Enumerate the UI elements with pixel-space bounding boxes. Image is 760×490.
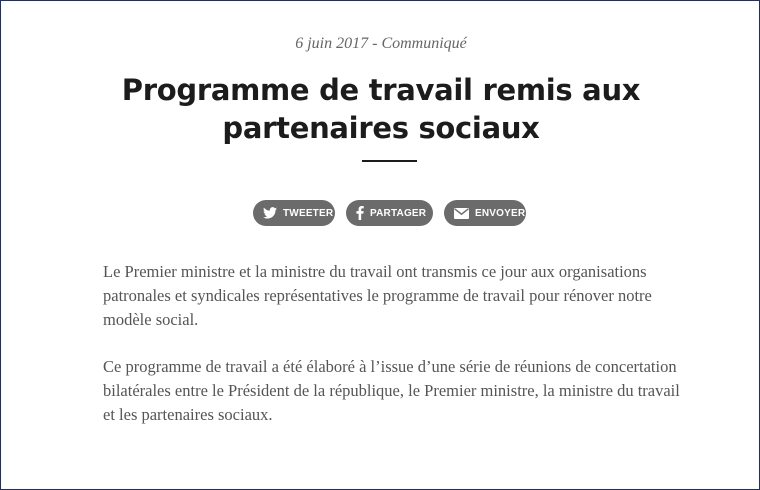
email-share-label: ENVOYER [475, 207, 526, 219]
article-date-category: 6 juin 2017 - Communiqué [295, 35, 467, 52]
article-paragraph-2: Ce programme de travail a été élaboré à l’issue d’une série de réunions de concertation bilatérales entre le Président de la république, le Premier ministre, la ministre du travail et les partenaires sociaux. [103, 357, 680, 424]
tweet-button[interactable] [253, 200, 335, 226]
title-divider [362, 160, 417, 162]
email-share-button[interactable] [444, 200, 526, 226]
page-title: Programme de travail remis aux partenaires sociaux [121, 73, 641, 145]
facebook-share-button[interactable] [346, 200, 433, 226]
email-icon [454, 208, 469, 219]
facebook-icon [356, 206, 364, 220]
tweet-button-label: TWEETER [283, 207, 334, 219]
article-paragraph-1: Le Premier ministre et la ministre du travail ont transmis ce jour aux organisations patronales et syndicales représentatives le programme de travail pour rénover notre modèle social. [103, 262, 652, 329]
twitter-icon [263, 207, 277, 219]
facebook-share-label: PARTAGER [370, 207, 427, 219]
